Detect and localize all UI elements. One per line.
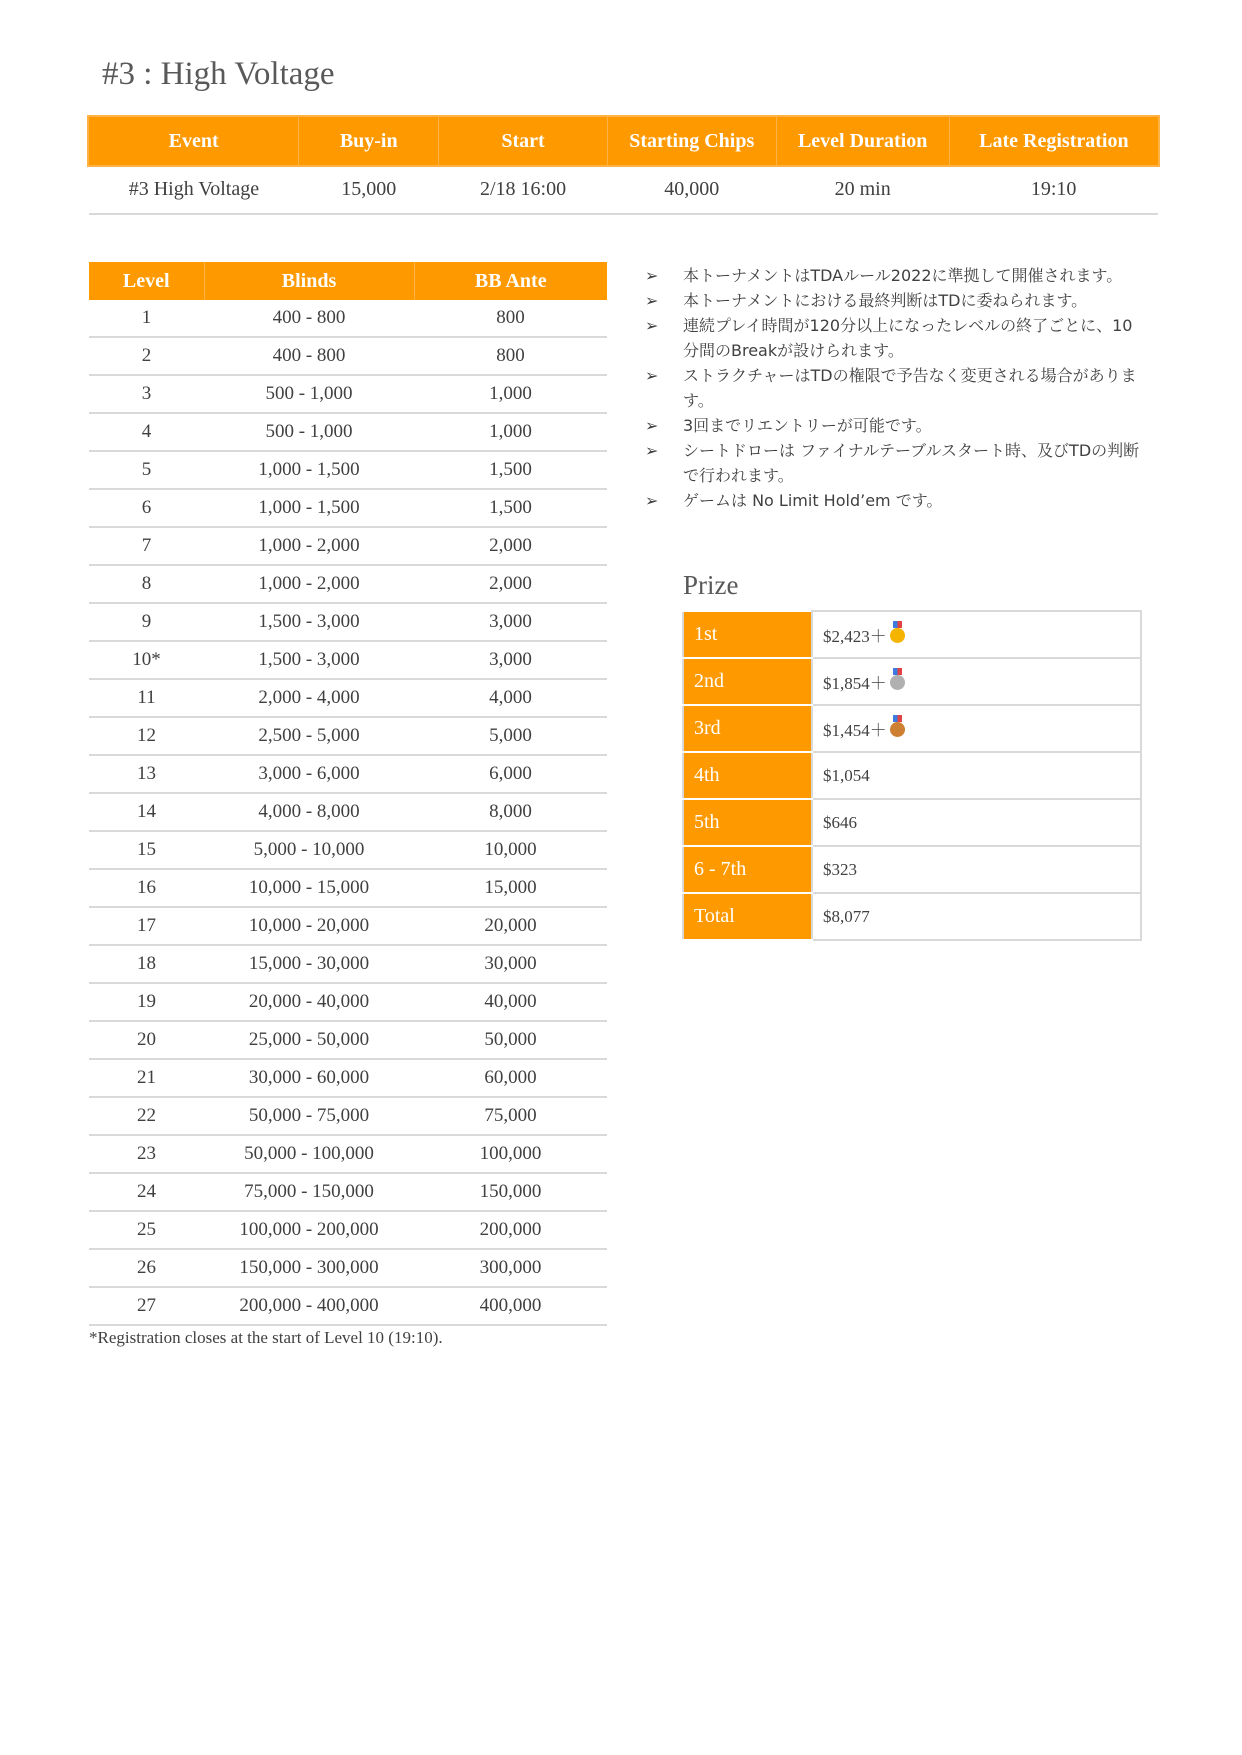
level-cell: 26 (89, 1249, 204, 1287)
level-cell: 2 (89, 337, 204, 375)
prize-amount: $646 (823, 812, 857, 832)
prize-amount-cell (812, 752, 1141, 799)
level-cell: 12 (89, 717, 204, 755)
prize-amount: $323 (823, 859, 857, 879)
prize-place: 3rd (683, 705, 812, 752)
blinds-cell: 30,000 - 60,000 (204, 1059, 414, 1097)
note-text: シートドローは ファイナルテーブルスタート時、及びTDの判断で行われます。 (683, 441, 1140, 485)
blinds-cell: 400 - 800 (204, 337, 414, 375)
list-item (645, 313, 1145, 363)
prize-place: 6 - 7th (683, 846, 812, 893)
ante-cell: 1,000 (414, 413, 607, 451)
level-cell: 27 (89, 1287, 204, 1325)
ante-cell: 100,000 (414, 1135, 607, 1173)
level-cell: 5 (89, 451, 204, 489)
ante-cell: 300,000 (414, 1249, 607, 1287)
blinds-cell: 25,000 - 50,000 (204, 1021, 414, 1059)
blinds-cell: 100,000 - 200,000 (204, 1211, 414, 1249)
prize-table (682, 610, 1142, 941)
table-row (89, 717, 607, 755)
event-header-cell: Starting Chips (607, 117, 776, 165)
blinds-cell: 1,500 - 3,000 (204, 603, 414, 641)
blinds-header-cell: BB Ante (414, 262, 607, 300)
level-cell: 14 (89, 793, 204, 831)
ante-cell: 800 (414, 337, 607, 375)
blinds-cell: 50,000 - 75,000 (204, 1097, 414, 1135)
prize-place: Total (683, 893, 812, 940)
list-item (645, 488, 1145, 513)
level-cell: 13 (89, 755, 204, 793)
level-cell: 25 (89, 1211, 204, 1249)
blinds-cell: 10,000 - 20,000 (204, 907, 414, 945)
table-row (89, 793, 607, 831)
prize-amount-cell (812, 611, 1141, 658)
ante-cell: 400,000 (414, 1287, 607, 1325)
bronze-medal-icon (890, 722, 905, 737)
note-text: ストラクチャーはTDの権限で予告なく変更される場合があります。 (683, 366, 1137, 410)
blinds-cell: 4,000 - 8,000 (204, 793, 414, 831)
note-text: 本トーナメントにおける最終判断はTDに委ねられます。 (683, 291, 1088, 310)
level-cell: 18 (89, 945, 204, 983)
level-cell: 11 (89, 679, 204, 717)
event-cell: 40,000 (607, 165, 776, 214)
prize-amount-cell (812, 658, 1141, 705)
note-text: ゲームは No Limit Hold’em です。 (683, 491, 943, 510)
table-row (89, 527, 607, 565)
table-row (89, 489, 607, 527)
note-text: 3回までリエントリーが可能です。 (683, 416, 932, 435)
table-row (89, 869, 607, 907)
ante-cell: 3,000 (414, 603, 607, 641)
table-row (89, 603, 607, 641)
event-cell: 2/18 16:00 (439, 165, 608, 214)
event-cell: #3 High Voltage (89, 165, 299, 214)
blinds-cell: 1,000 - 2,000 (204, 527, 414, 565)
table-row (89, 1249, 607, 1287)
event-cell: 20 min (776, 165, 949, 214)
blinds-cell: 10,000 - 15,000 (204, 869, 414, 907)
prize-amount-cell (812, 846, 1141, 893)
blinds-footnote: *Registration closes at the start of Level 10 (19:10). (89, 1328, 443, 1347)
level-cell: 8 (89, 565, 204, 603)
table-row (89, 1211, 607, 1249)
blinds-header-row (89, 262, 607, 300)
ante-cell: 10,000 (414, 831, 607, 869)
level-cell: 9 (89, 603, 204, 641)
prize-amount: $8,077 (823, 906, 870, 926)
blinds-header-cell: Level (89, 262, 204, 300)
ante-cell: 2,000 (414, 527, 607, 565)
blinds-structure-table (89, 262, 607, 1326)
blinds-cell: 1,000 - 2,000 (204, 565, 414, 603)
blinds-cell: 1,000 - 1,500 (204, 489, 414, 527)
prize-row (683, 658, 1141, 705)
event-cell: 19:10 (949, 165, 1158, 214)
blinds-cell: 2,500 - 5,000 (204, 717, 414, 755)
prize-place: 4th (683, 752, 812, 799)
prize-row (683, 846, 1141, 893)
blinds-cell: 15,000 - 30,000 (204, 945, 414, 983)
prize-place: 1st (683, 611, 812, 658)
table-row (89, 945, 607, 983)
arrow-bullet-icon: ➢ (645, 366, 659, 385)
blinds-cell: 20,000 - 40,000 (204, 983, 414, 1021)
table-row (89, 375, 607, 413)
ante-cell: 5,000 (414, 717, 607, 755)
ante-cell: 15,000 (414, 869, 607, 907)
level-cell: 10* (89, 641, 204, 679)
table-row (89, 451, 607, 489)
blinds-header-cell: Blinds (204, 262, 414, 300)
blinds-cell: 1,000 - 1,500 (204, 451, 414, 489)
table-row (89, 1059, 607, 1097)
event-header-cell: Late Registration (949, 117, 1158, 165)
table-row (89, 641, 607, 679)
blinds-cell: 500 - 1,000 (204, 413, 414, 451)
table-row (89, 337, 607, 375)
prize-place: 2nd (683, 658, 812, 705)
blinds-cell: 2,000 - 4,000 (204, 679, 414, 717)
prize-amount-cell (812, 893, 1141, 940)
blinds-cell: 3,000 - 6,000 (204, 755, 414, 793)
level-cell: 4 (89, 413, 204, 451)
silver-medal-icon (890, 675, 905, 690)
table-row (89, 679, 607, 717)
level-cell: 24 (89, 1173, 204, 1211)
ante-cell: 60,000 (414, 1059, 607, 1097)
ante-cell: 150,000 (414, 1173, 607, 1211)
table-row (89, 565, 607, 603)
note-text: 連続プレイ時間が120分以上になったレベルの終了ごとに、10分間のBreakが設けられます。 (683, 316, 1133, 360)
table-row (89, 755, 607, 793)
table-row (89, 1135, 607, 1173)
list-item (645, 438, 1145, 488)
rules-notes-list (645, 263, 1145, 513)
ante-cell: 50,000 (414, 1021, 607, 1059)
level-cell: 7 (89, 527, 204, 565)
blinds-cell: 400 - 800 (204, 300, 414, 337)
ante-cell: 200,000 (414, 1211, 607, 1249)
event-header-cell: Level Duration (776, 117, 949, 165)
event-header-cell: Buy-in (299, 117, 439, 165)
table-row (89, 1287, 607, 1325)
event-header-row (89, 117, 1158, 165)
ante-cell: 20,000 (414, 907, 607, 945)
prize-row (683, 611, 1141, 658)
prize-body (683, 611, 1141, 940)
arrow-bullet-icon: ➢ (645, 266, 659, 285)
level-cell: 22 (89, 1097, 204, 1135)
ante-cell: 1,500 (414, 451, 607, 489)
ante-cell: 1,000 (414, 375, 607, 413)
table-row (89, 831, 607, 869)
page-title: #3 : High Voltage (102, 56, 335, 92)
level-cell: 20 (89, 1021, 204, 1059)
event-header-cell: Start (439, 117, 608, 165)
prize-row (683, 893, 1141, 940)
prize-amount: $1,854＋ (823, 674, 887, 693)
ante-cell: 3,000 (414, 641, 607, 679)
arrow-bullet-icon: ➢ (645, 291, 659, 310)
level-cell: 21 (89, 1059, 204, 1097)
prize-amount: $1,054 (823, 765, 870, 785)
table-row (89, 983, 607, 1021)
level-cell: 19 (89, 983, 204, 1021)
prize-place: 5th (683, 799, 812, 846)
prize-row (683, 799, 1141, 846)
list-item (645, 413, 1145, 438)
list-item (645, 363, 1145, 413)
blinds-cell: 150,000 - 300,000 (204, 1249, 414, 1287)
arrow-bullet-icon: ➢ (645, 416, 659, 435)
arrow-bullet-icon: ➢ (645, 316, 659, 335)
blinds-cell: 5,000 - 10,000 (204, 831, 414, 869)
blinds-cell: 200,000 - 400,000 (204, 1287, 414, 1325)
table-row (89, 1173, 607, 1211)
level-cell: 17 (89, 907, 204, 945)
gold-medal-icon (890, 628, 905, 643)
blinds-cell: 50,000 - 100,000 (204, 1135, 414, 1173)
list-item (645, 288, 1145, 313)
prize-row (683, 752, 1141, 799)
prize-amount-cell (812, 705, 1141, 752)
table-row (89, 1021, 607, 1059)
arrow-bullet-icon: ➢ (645, 491, 659, 510)
event-row (89, 165, 1158, 214)
ante-cell: 4,000 (414, 679, 607, 717)
prize-amount-cell (812, 799, 1141, 846)
table-row (89, 907, 607, 945)
event-info-table (89, 117, 1158, 215)
table-row (89, 300, 607, 337)
ante-cell: 2,000 (414, 565, 607, 603)
prize-title: Prize (683, 570, 739, 600)
blinds-cell: 500 - 1,000 (204, 375, 414, 413)
level-cell: 23 (89, 1135, 204, 1173)
ante-cell: 6,000 (414, 755, 607, 793)
ante-cell: 30,000 (414, 945, 607, 983)
ante-cell: 800 (414, 300, 607, 337)
prize-amount: $2,423＋ (823, 627, 887, 646)
ante-cell: 40,000 (414, 983, 607, 1021)
blinds-body (89, 300, 607, 1325)
list-item (645, 263, 1145, 288)
event-header-cell: Event (89, 117, 299, 165)
level-cell: 6 (89, 489, 204, 527)
level-cell: 15 (89, 831, 204, 869)
blinds-cell: 1,500 - 3,000 (204, 641, 414, 679)
ante-cell: 1,500 (414, 489, 607, 527)
table-row (89, 1097, 607, 1135)
level-cell: 16 (89, 869, 204, 907)
prize-row (683, 705, 1141, 752)
note-text: 本トーナメントはTDAルール2022に準拠して開催されます。 (683, 266, 1123, 285)
ante-cell: 75,000 (414, 1097, 607, 1135)
prize-amount: $1,454＋ (823, 721, 887, 740)
level-cell: 1 (89, 300, 204, 337)
arrow-bullet-icon: ➢ (645, 441, 659, 460)
ante-cell: 8,000 (414, 793, 607, 831)
level-cell: 3 (89, 375, 204, 413)
blinds-cell: 75,000 - 150,000 (204, 1173, 414, 1211)
event-cell: 15,000 (299, 165, 439, 214)
table-row (89, 413, 607, 451)
